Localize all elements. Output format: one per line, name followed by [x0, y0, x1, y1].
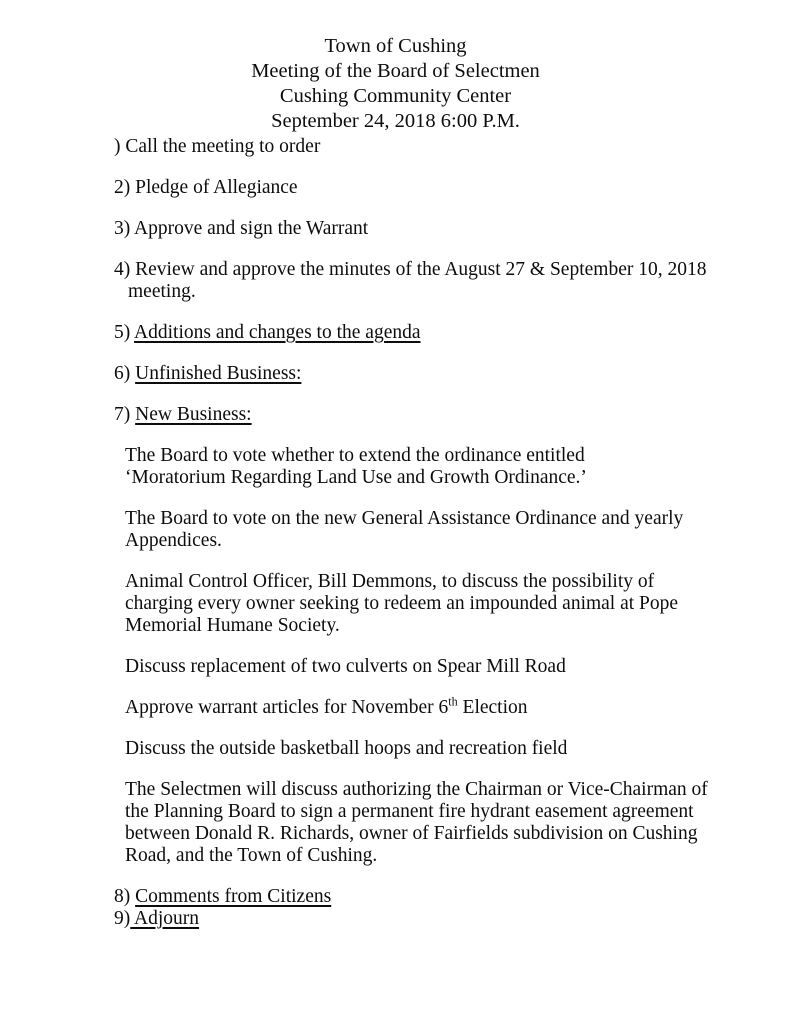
new-business-para-warrant-articles: [125, 694, 791, 719]
new-business-para-moratorium: [125, 445, 791, 467]
item-number: 9): [114, 908, 131, 929]
para-text: between Donald R. Richards, owner of Fairfields subdivision on Cushing: [125, 823, 698, 844]
para-text: The Board to vote whether to extend the ordinance entitled: [125, 445, 585, 466]
new-business-para-general-assistance: [125, 508, 791, 530]
para-text: Approve warrant articles for November 6: [125, 697, 449, 718]
item-number: 3): [114, 218, 135, 239]
doc-subtitle: Meeting of the Board of Selectmen: [251, 60, 540, 82]
new-business-para-fire-hydrant-continued-3: [125, 845, 791, 867]
para-text: The Selectmen will discuss authorizing the Chairman or Vice-Chairman of: [125, 779, 708, 800]
item-text: meeting.: [128, 281, 196, 302]
para-text: The Board to vote on the new General Assistance Ordinance and yearly: [125, 508, 684, 529]
doc-datetime: September 24, 2018 6:00 P.M.: [271, 110, 520, 132]
para-text: ‘Moratorium Regarding Land Use and Growth Ordinance.’: [125, 467, 587, 488]
item-number: 6): [114, 363, 136, 384]
item-number: 8): [114, 886, 136, 907]
agenda-item-4: [114, 259, 791, 281]
para-text: the Planning Board to sign a permanent fire hydrant easement agreement: [125, 801, 694, 822]
agenda-item-6: [114, 363, 791, 385]
doc-title: Town of Cushing: [324, 35, 467, 57]
new-business-para-fire-hydrant: [125, 779, 791, 801]
item-number: 5): [114, 322, 135, 343]
item-number: 4): [114, 259, 136, 280]
para-text: Discuss the outside basketball hoops and recreation field: [125, 738, 568, 759]
agenda-item-8: [114, 886, 791, 908]
agenda-item-2: [114, 177, 791, 199]
agenda-item-9: [114, 908, 791, 930]
new-business-para-basketball: [125, 738, 791, 760]
agenda-item-4-continued: [128, 281, 791, 303]
new-business-para-fire-hydrant-continued-2: [125, 823, 791, 845]
item-text: Adjourn: [130, 908, 200, 929]
item-text: Unfinished Business:: [135, 363, 302, 384]
agenda-item-5: [114, 322, 791, 344]
item-number: ): [114, 136, 126, 157]
para-text: Memorial Humane Society.: [125, 615, 340, 636]
para-text: Animal Control Officer, Bill Demmons, to discuss the possibility of: [125, 571, 655, 592]
item-text: Comments from Citizens: [135, 886, 332, 907]
new-business-para-fire-hydrant-continued: [125, 801, 791, 823]
agenda-item-7: [114, 404, 791, 426]
document-header: [0, 0, 791, 134]
new-business-para-animal-control-continued: [125, 593, 791, 615]
para-text: charging every owner seeking to redeem an impounded animal at Pope: [125, 593, 679, 614]
agenda-item-3: [114, 218, 791, 240]
ordinal-superscript: th: [448, 694, 458, 709]
agenda-item-1: [114, 136, 791, 158]
item-text: Review and approve the minutes of the August 27 & September 10, 2018: [135, 259, 707, 280]
para-text: Election: [457, 697, 528, 718]
item-text: Pledge of Allegiance: [135, 177, 298, 198]
new-business-para-moratorium-continued: [125, 467, 791, 489]
item-text: New Business:: [135, 404, 252, 425]
para-text: Road, and the Town of Cushing.: [125, 845, 378, 866]
item-number: 2): [114, 177, 136, 198]
item-text: Additions and changes to the agenda: [134, 322, 421, 343]
item-text: Call the meeting to order: [125, 136, 321, 157]
new-business-para-animal-control: [125, 571, 791, 593]
new-business-para-general-assistance-continued: [125, 530, 791, 552]
agenda-body: [0, 136, 791, 930]
doc-location: Cushing Community Center: [279, 85, 512, 107]
new-business-para-culverts: [125, 656, 791, 678]
new-business-para-animal-control-continued-2: [125, 615, 791, 637]
item-text: Approve and sign the Warrant: [134, 218, 369, 239]
para-text: Discuss replacement of two culverts on Spear Mill Road: [125, 656, 566, 677]
para-text: Appendices.: [125, 530, 222, 551]
item-number: 7): [114, 404, 136, 425]
